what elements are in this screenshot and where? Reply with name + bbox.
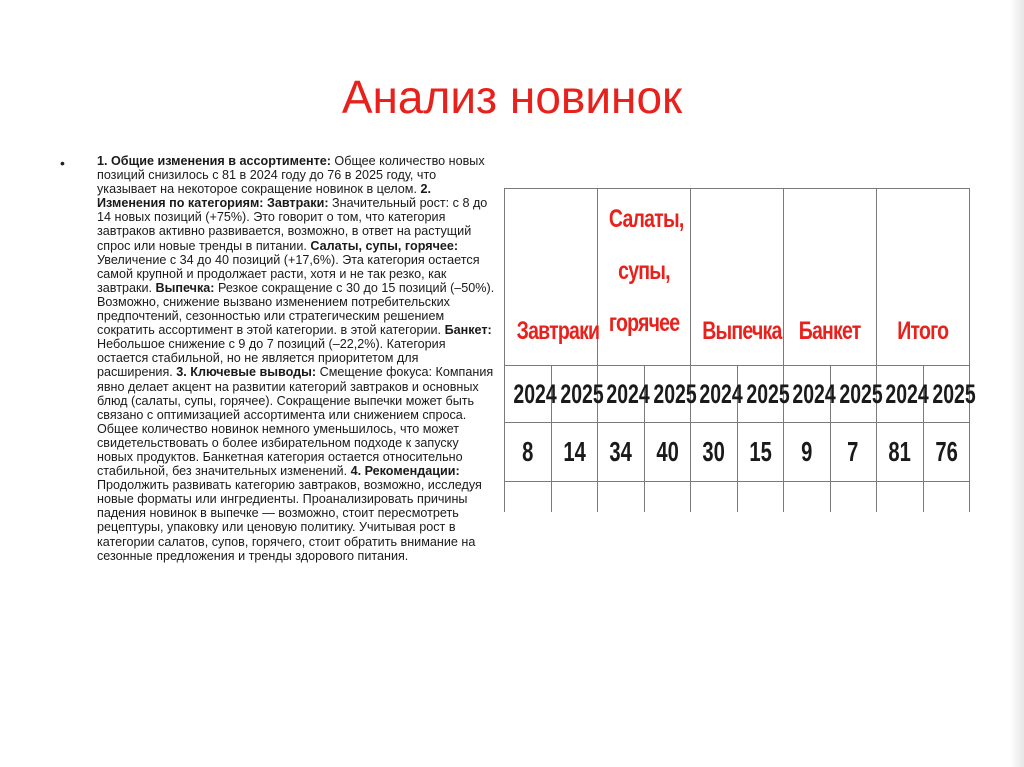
value-cell: 8 xyxy=(505,423,552,482)
value-cell: 34 xyxy=(598,423,645,482)
section-6-text: Смещение фокуса: Компания явно делает акцент на развитии категорий завтраков и основных блюд (салаты, супы, горячее). Сокращение выпечки может быть связано с оптимизацией ассортимента или снижением спроса. Общее количество новинок немного уменьшилось, что может свидетельствовать о более избирательном подходе к запуску новых продуктов. Банкетная категория остается относительно стабильной, без значительных изменений. xyxy=(97,365,494,479)
year-cell: 2024 xyxy=(505,366,552,423)
table-header-row xyxy=(505,189,970,366)
section-1-heading: 1. Общие изменения в ассортименте: xyxy=(97,154,331,168)
year-cell: 2024 xyxy=(784,366,831,423)
value-cell: 7 xyxy=(830,423,877,482)
bullet-marker: • xyxy=(60,155,65,171)
year-cell: 2024 xyxy=(877,366,924,423)
value-cell: 40 xyxy=(644,423,691,482)
section-5-text: Небольшое снижение с 9 до 7 позиций (–22,2%). Категория остается стабильной, но не является приоритетом для расширения. xyxy=(97,337,446,380)
section-4-heading: Выпечка: xyxy=(155,280,215,295)
section-3-heading: Салаты, супы, горячее: xyxy=(310,238,459,253)
header-cell-banquet: Банкет xyxy=(784,189,877,366)
analysis-text xyxy=(97,154,497,563)
table-empty-row xyxy=(505,482,970,513)
header-cell-salads: Салаты, супы, горячее xyxy=(598,189,691,366)
section-1-text: Общее количество новых позиций снизилось с 81 в 2024 году до 76 в 2025 году, что указывает на некоторое сокращение новинок в целом. xyxy=(97,154,485,197)
section-3-text: Увеличение с 34 до 40 позиций (+17,6%). Эта категория остается самой крупной и продолжает расти, хотя и не так резко, как завтраки. xyxy=(97,252,480,295)
year-cell: 2025 xyxy=(830,366,877,423)
section-5-heading: Банкет: xyxy=(444,323,492,338)
category-table xyxy=(504,188,976,512)
year-cell: 2025 xyxy=(551,366,598,423)
value-cell: 9 xyxy=(784,423,831,482)
header-cell-total: Итого xyxy=(877,189,970,366)
section-6-heading: 3. Ключевые выводы: xyxy=(176,365,317,380)
section-2-heading: 2. Изменения по категориям: Завтраки: xyxy=(97,182,431,211)
slide-title: Анализ новинок xyxy=(341,71,683,123)
table-values-row xyxy=(505,423,970,482)
section-7-heading: 4. Рекомендации: xyxy=(350,464,460,479)
section-4-text: Резкое сокращение с 30 до 15 позиций (–50%). Возможно, снижение вызвано изменением потребительских предпочтений, сезонностью или стратегическим решением сократить ассортимент в этой категории. в этой категории. xyxy=(97,280,495,338)
value-cell: 14 xyxy=(551,423,598,482)
section-7-text: Продолжить развивать категорию завтраков, возможно, исследуя новые форматы или ингредиенты. Проанализировать причины падения новинок в выпечке — возможно, стоит пересмотреть рецептуры, упаковку или ценовую политику. Учитывая рост в категории салатов, супов, горячего, стоит обратить внимание на сезонные предложения и тренды здорового питания. xyxy=(97,478,482,563)
table-years-row xyxy=(505,366,970,423)
year-cell: 2025 xyxy=(644,366,691,423)
value-cell: 30 xyxy=(691,423,738,482)
header-cell-breakfast: Завтраки xyxy=(505,189,598,366)
year-cell: 2024 xyxy=(691,366,738,423)
category-table-image xyxy=(504,188,976,506)
value-cell: 81 xyxy=(877,423,924,482)
year-cell: 2025 xyxy=(737,366,784,423)
value-cell: 15 xyxy=(737,423,784,482)
year-cell: 2024 xyxy=(598,366,645,423)
header-cell-bakery: Выпечка xyxy=(691,189,784,366)
section-2-text: Значительный рост: с 8 до 14 новых позиций (+75%). Это говорит о том, что категория завтраков активно развивается, возможно, в ответ на растущий спрос или новые тренды в питании. xyxy=(97,196,488,253)
value-cell: 76 xyxy=(923,423,970,482)
year-cell: 2025 xyxy=(923,366,970,423)
